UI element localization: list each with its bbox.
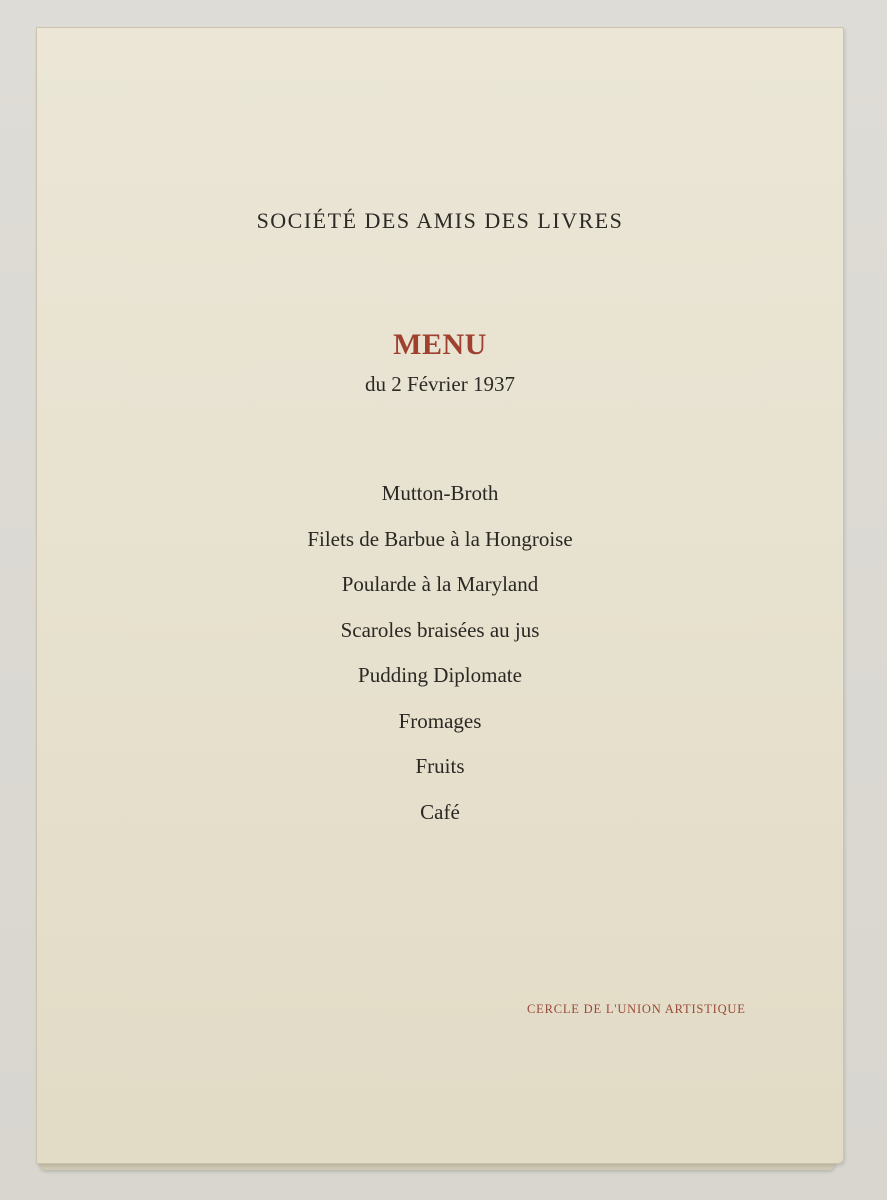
venue-footer: CERCLE DE L'UNION ARTISTIQUE (527, 1002, 746, 1016)
course-item: Filets de Barbue à la Hongroise (307, 526, 573, 551)
menu-card (36, 27, 844, 1164)
course-item: Poularde à la Maryland (341, 572, 539, 596)
course-item: Scaroles braisées au jus (340, 617, 540, 642)
course-item: Fromages (398, 708, 482, 733)
course-item: Fruits (415, 754, 465, 778)
course-list (37, 480, 843, 844)
menu-title: MENU (393, 328, 487, 361)
course-item: Pudding Diplomate (358, 663, 522, 687)
course-item: Mutton-Broth (381, 481, 499, 505)
menu-date: du 2 Février 1937 (365, 372, 515, 396)
course-item: Café (420, 799, 460, 824)
society-header: SOCIÉTÉ DES AMIS DES LIVRES (256, 208, 624, 233)
